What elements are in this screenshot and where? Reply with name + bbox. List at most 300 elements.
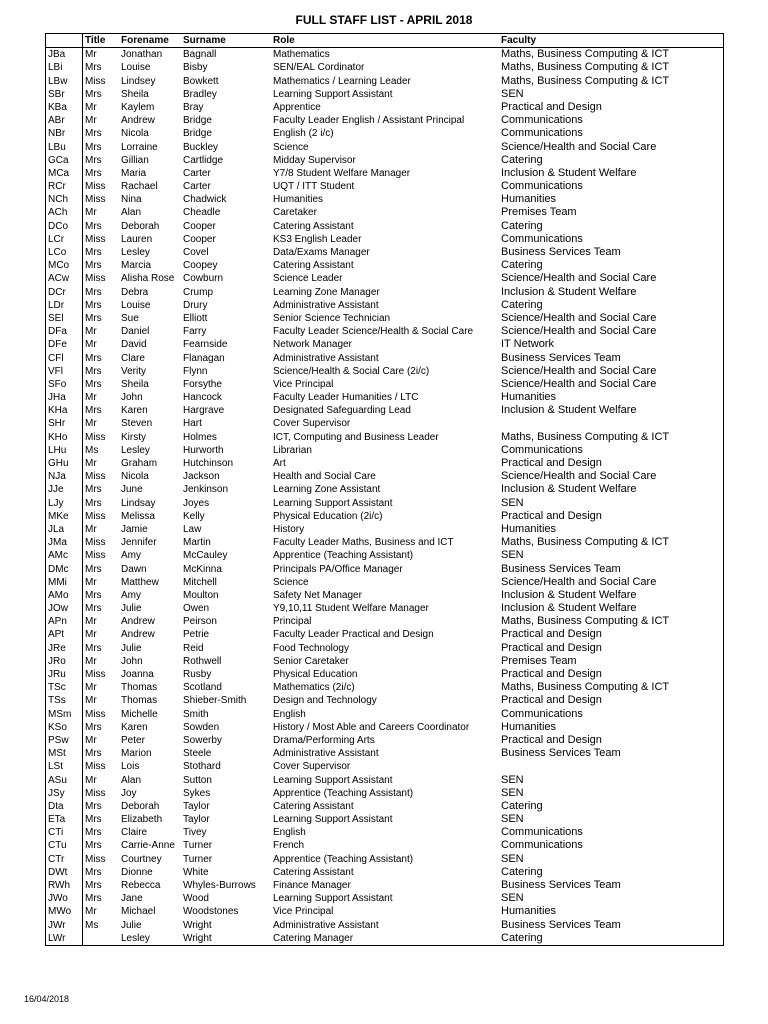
staff-role: Physical Education (2i/c) [273, 510, 383, 522]
staff-faculty: Catering [501, 865, 543, 878]
table-row [46, 905, 723, 918]
staff-role: Principals PA/Office Manager [273, 563, 403, 575]
staff-surname: Buckley [183, 141, 219, 153]
staff-surname: Flanagan [183, 352, 225, 364]
staff-title: Miss [85, 510, 106, 522]
staff-role: History / Most Able and Careers Coordinator [273, 721, 470, 733]
table-row [46, 101, 723, 114]
staff-forename: Nicola [121, 128, 149, 140]
staff-code: LCr [46, 233, 83, 246]
staff-title: Mr [85, 695, 97, 707]
staff-role: Senior Science Technician [273, 312, 391, 324]
staff-surname: Cheadle [183, 207, 221, 219]
staff-title: Mrs [85, 312, 102, 324]
table-row [46, 246, 723, 259]
table-row [46, 563, 723, 576]
staff-code: JJe [46, 483, 83, 496]
staff-title: Mr [85, 655, 97, 667]
staff-title: Mr [85, 101, 97, 113]
staff-surname: Bisby [183, 62, 208, 74]
staff-role: Learning Support Assistant [273, 893, 393, 905]
staff-surname: Cartlidge [183, 154, 224, 166]
staff-surname: Tivey [183, 827, 207, 839]
staff-title: Mr [85, 616, 97, 628]
table-row [46, 615, 723, 628]
staff-faculty: Inclusion & Student Welfare [501, 285, 637, 298]
header-role: Role [273, 35, 295, 46]
table-row [46, 892, 723, 905]
staff-role: Librarian [273, 444, 312, 456]
staff-code: NBr [46, 127, 83, 140]
staff-surname: Steele [183, 748, 212, 760]
staff-role: Catering Manager [273, 932, 354, 944]
staff-title: Mrs [85, 260, 102, 272]
table-row [46, 220, 723, 233]
staff-surname: Chadwick [183, 194, 227, 206]
staff-code: JRe [46, 642, 83, 655]
staff-forename: Lorraine [121, 141, 158, 153]
staff-forename: Rebecca [121, 880, 161, 891]
staff-surname: White [183, 866, 209, 878]
table-row [46, 866, 723, 879]
staff-role: French [273, 840, 305, 852]
staff-role: Physical Education [273, 669, 358, 680]
staff-title: Mrs [85, 840, 102, 852]
staff-code: LHu [46, 444, 83, 457]
staff-surname: Bridge [183, 128, 212, 140]
staff-forename: Julie [121, 642, 142, 654]
staff-faculty: Catering [501, 259, 543, 272]
staff-code: CTi [46, 826, 83, 839]
staff-title: Mr [85, 682, 97, 694]
staff-faculty: Science/Health and Social Care [501, 470, 657, 483]
staff-role: English (2 i/c) [273, 128, 334, 140]
staff-faculty: Catering [501, 298, 543, 311]
staff-surname: Bridge [183, 115, 212, 127]
staff-surname: Hargrave [183, 405, 225, 417]
staff-title: Mrs [85, 827, 102, 839]
table-row [46, 642, 723, 655]
staff-forename: Louise [121, 62, 151, 74]
staff-faculty: Maths, Business Computing & ICT [501, 615, 670, 628]
staff-title: Miss [85, 853, 106, 865]
staff-forename: Marion [121, 748, 152, 760]
staff-surname: Sutton [183, 774, 212, 786]
staff-role: Network Manager [273, 339, 352, 351]
staff-faculty: SEN [501, 892, 524, 905]
staff-title: Mr [85, 458, 97, 469]
staff-surname: Turner [183, 840, 213, 852]
staff-forename: Dawn [121, 563, 147, 575]
staff-faculty: SEN [501, 813, 524, 826]
staff-code: Dta [46, 800, 83, 813]
staff-title: Ms [85, 919, 99, 931]
staff-role: Vice Principal [273, 906, 334, 918]
staff-code: LBw [46, 75, 83, 88]
staff-faculty: Humanities [501, 720, 557, 733]
staff-surname: Mitchell [183, 576, 217, 588]
staff-surname: Martin [183, 537, 211, 549]
staff-faculty: Practical and Design [501, 733, 602, 746]
staff-surname: Taylor [183, 814, 210, 826]
staff-faculty: Inclusion & Student Welfare [501, 404, 637, 417]
staff-surname: McKinna [183, 563, 222, 575]
staff-faculty: Humanities [501, 905, 557, 918]
staff-surname: Jenkinson [183, 484, 229, 496]
staff-code: JSy [46, 787, 83, 800]
staff-code: JLa [46, 523, 83, 536]
staff-code: DFe [46, 338, 83, 351]
table-row [46, 602, 723, 615]
staff-faculty: Communications [501, 839, 583, 852]
staff-title: Miss [85, 537, 106, 549]
staff-forename: Elizabeth [121, 814, 163, 826]
table-row [46, 549, 723, 562]
staff-surname: Forsythe [183, 378, 222, 390]
staff-surname: Joyes [183, 497, 210, 509]
staff-role: Safety Net Manager [273, 589, 362, 601]
staff-forename: Deborah [121, 220, 160, 232]
staff-forename: Lesley [121, 932, 150, 944]
staff-faculty: Practical and Design [501, 509, 602, 522]
staff-surname: Sowden [183, 721, 220, 733]
staff-forename: Alan [121, 774, 142, 786]
staff-surname: Carter [183, 181, 211, 193]
staff-title: Mrs [85, 286, 102, 298]
staff-forename: Louise [121, 299, 151, 311]
staff-code: SEl [46, 312, 83, 325]
staff-title: Mr [85, 734, 97, 746]
staff-code: RWh [46, 879, 83, 892]
staff-role: Faculty Leader Maths, Business and ICT [273, 537, 454, 549]
table-row [46, 668, 723, 681]
staff-title: Mrs [85, 800, 102, 812]
staff-faculty: Premises Team [501, 206, 577, 219]
table-row [46, 523, 723, 536]
staff-code: ACw [46, 272, 83, 285]
staff-faculty: Communications [501, 826, 583, 839]
staff-surname: Hutchinson [183, 458, 234, 469]
staff-code: LJy [46, 497, 83, 510]
staff-role: Food Technology [273, 642, 349, 654]
table-row [46, 378, 723, 391]
staff-code: NCh [46, 193, 83, 206]
staff-faculty: Maths, Business Computing & ICT [501, 48, 670, 61]
table-row [46, 694, 723, 707]
staff-faculty: IT Network [501, 338, 554, 351]
staff-forename: Amy [121, 589, 141, 601]
staff-forename: Steven [121, 418, 153, 430]
table-row [46, 813, 723, 826]
table-row [46, 536, 723, 549]
table-row [46, 919, 723, 932]
table-row [46, 800, 723, 813]
table-row [46, 114, 723, 127]
staff-forename: Kirsty [121, 431, 146, 443]
staff-code: MSm [46, 708, 83, 721]
staff-title: Mrs [85, 748, 102, 760]
staff-role: Science [273, 141, 309, 153]
staff-forename: Thomas [121, 682, 158, 694]
table-row [46, 141, 723, 154]
staff-surname: Coopey [183, 260, 218, 272]
table-row [46, 839, 723, 852]
staff-code: LSt [46, 760, 83, 773]
table-row [46, 431, 723, 444]
staff-title: Mr [85, 207, 97, 219]
staff-faculty: Science/Health and Social Care [501, 364, 657, 377]
staff-role: ICT, Computing and Business Leader [273, 431, 439, 443]
staff-title: Miss [85, 194, 106, 206]
staff-forename: Peter [121, 734, 145, 746]
staff-title: Mrs [85, 484, 102, 496]
staff-surname: Bowkett [183, 75, 219, 87]
table-row [46, 48, 723, 61]
table-row [46, 299, 723, 312]
staff-surname: Owen [183, 603, 210, 615]
staff-code: MWo [46, 905, 83, 918]
staff-forename: Graham [121, 458, 158, 469]
table-row [46, 154, 723, 167]
staff-title: Mr [85, 906, 97, 918]
staff-faculty: Inclusion & Student Welfare [501, 588, 637, 601]
table-row [46, 826, 723, 839]
staff-title: Mrs [85, 154, 102, 166]
staff-title: Miss [85, 471, 106, 483]
staff-title: Mr [85, 326, 97, 338]
staff-forename: Joanna [121, 669, 154, 680]
staff-forename: June [121, 484, 143, 496]
staff-title: Miss [85, 787, 106, 799]
staff-title: Mrs [85, 563, 102, 575]
table-row [46, 417, 723, 430]
staff-faculty: SEN [501, 496, 524, 509]
staff-code: APn [46, 615, 83, 628]
staff-faculty: SEN [501, 786, 524, 799]
staff-title: Miss [85, 273, 106, 285]
staff-faculty: Business Services Team [501, 879, 621, 891]
staff-code: ASu [46, 774, 83, 787]
staff-title: Mr [85, 629, 97, 641]
staff-code: VFl [46, 365, 83, 378]
staff-surname: Sowerby [183, 734, 222, 746]
staff-code: CTu [46, 839, 83, 852]
staff-title: Miss [85, 75, 106, 87]
staff-forename: Andrew [121, 115, 155, 127]
staff-code: LBi [46, 61, 83, 74]
table-row [46, 747, 723, 760]
staff-title: Mrs [85, 893, 102, 905]
staff-code: SHr [46, 417, 83, 430]
table-row [46, 483, 723, 496]
staff-role: Learning Zone Assistant [273, 484, 381, 496]
staff-surname: Elliott [183, 312, 208, 324]
staff-title: Mr [85, 339, 97, 351]
staff-code: GCa [46, 154, 83, 167]
staff-forename: Jamie [121, 523, 148, 535]
staff-faculty: Practical and Design [501, 694, 602, 707]
staff-title: Mrs [85, 721, 102, 733]
table-row [46, 88, 723, 101]
staff-code: TSc [46, 681, 83, 694]
document-title: FULL STAFF LIST - APRIL 2018 [295, 13, 473, 27]
staff-forename: Jonathan [121, 49, 163, 61]
staff-faculty: Science/Health and Social Care [501, 140, 657, 153]
table-row [46, 193, 723, 206]
staff-code: KSo [46, 721, 83, 734]
staff-code: LBu [46, 141, 83, 154]
staff-title: Mrs [85, 642, 102, 654]
staff-code: DCo [46, 220, 83, 233]
staff-title: Miss [85, 181, 106, 193]
staff-code: JWr [46, 919, 83, 932]
staff-forename: Karen [121, 405, 148, 417]
staff-faculty: Business Services Team [501, 918, 621, 931]
staff-role: Finance Manager [273, 880, 351, 891]
staff-faculty: Science/Health and Social Care [501, 325, 657, 338]
staff-surname: Crump [183, 286, 214, 298]
staff-faculty: Premises Team [501, 654, 577, 667]
staff-surname: Kelly [183, 510, 205, 522]
staff-role: Senior Caretaker [273, 655, 349, 667]
staff-code: ACh [46, 206, 83, 219]
staff-role: Apprentice [273, 101, 321, 113]
staff-code: SFo [46, 378, 83, 391]
staff-code: GHu [46, 457, 83, 470]
staff-faculty: SEN [501, 852, 524, 865]
staff-surname: Woodstones [183, 906, 239, 918]
staff-forename: Andrew [121, 629, 155, 641]
table-row [46, 681, 723, 694]
staff-title: Mrs [85, 378, 102, 390]
staff-faculty: SEN [501, 773, 524, 786]
staff-faculty: SEN [501, 87, 524, 100]
staff-surname: Hancock [183, 392, 222, 404]
staff-faculty: Business Services Team [501, 747, 621, 760]
staff-title: Miss [85, 233, 106, 245]
staff-title: Mr [85, 49, 97, 61]
table-row [46, 576, 723, 589]
staff-forename: Karen [121, 721, 148, 733]
staff-role: Learning Support Assistant [273, 814, 393, 826]
staff-title: Mr [85, 115, 97, 127]
header-title: Title [85, 35, 106, 46]
staff-forename: Marcia [121, 260, 152, 272]
staff-faculty: Inclusion & Student Welfare [501, 602, 637, 615]
staff-code: MSt [46, 747, 83, 760]
staff-faculty: Humanities [501, 522, 557, 535]
table-row [46, 444, 723, 457]
staff-code: ETa [46, 813, 83, 826]
staff-role: UQT / ITT Student [273, 181, 355, 193]
staff-title: Miss [85, 708, 106, 720]
staff-faculty: Communications [501, 232, 583, 245]
staff-code: DFa [46, 325, 83, 338]
staff-forename: Julie [121, 919, 142, 931]
staff-title: Miss [85, 761, 106, 773]
staff-code: TSs [46, 694, 83, 707]
staff-role: Art [273, 458, 286, 469]
staff-code: NJa [46, 470, 83, 483]
staff-role: Y7/8 Student Welfare Manager [273, 167, 411, 179]
staff-code: RCr [46, 180, 83, 193]
staff-forename: Lois [121, 761, 140, 773]
staff-surname: Smith [183, 708, 209, 720]
staff-forename: Clare [121, 352, 145, 364]
table-row [46, 734, 723, 747]
staff-forename: Michael [121, 906, 156, 918]
staff-forename: Julie [121, 603, 142, 615]
staff-forename: Dionne [121, 866, 153, 878]
staff-surname: Whyles-Burrows [183, 880, 256, 891]
table-row [46, 352, 723, 365]
staff-role: Apprentice (Teaching Assistant) [273, 787, 414, 799]
staff-faculty: Maths, Business Computing & ICT [501, 681, 670, 694]
table-row [46, 312, 723, 325]
staff-role: Y9,10,11 Student Welfare Manager [273, 603, 429, 615]
staff-faculty: Science/Health and Social Care [501, 311, 657, 324]
staff-surname: Turner [183, 853, 213, 865]
staff-forename: Rachael [121, 181, 158, 193]
staff-forename: Nina [121, 194, 142, 206]
table-row [46, 497, 723, 510]
staff-title: Mrs [85, 220, 102, 232]
staff-title: Miss [85, 550, 106, 562]
staff-role: Science [273, 576, 309, 588]
staff-code: SBr [46, 88, 83, 101]
staff-code: DCr [46, 286, 83, 299]
staff-role: Science/Health & Social Care (2i/c) [273, 365, 430, 377]
staff-role: KS3 English Leader [273, 233, 362, 245]
staff-code: JOw [46, 602, 83, 615]
header-code [46, 34, 83, 47]
staff-role: Science Leader [273, 273, 343, 285]
staff-role: SEN/EAL Cordinator [273, 62, 365, 74]
staff-forename: Deborah [121, 800, 160, 812]
staff-code: AMo [46, 589, 83, 602]
header-surname: Surname [183, 35, 226, 46]
staff-surname: Scotland [183, 682, 222, 694]
staff-code: APt [46, 628, 83, 641]
staff-title: Mrs [85, 603, 102, 615]
staff-title: Mrs [85, 128, 102, 140]
table-row [46, 774, 723, 787]
staff-role: Faculty Leader Humanities / LTC [273, 392, 419, 404]
staff-title: Ms [85, 444, 99, 456]
table-row [46, 180, 723, 193]
table-row [46, 127, 723, 140]
staff-title: Mr [85, 523, 97, 535]
staff-forename: Lindsey [121, 75, 156, 87]
staff-code: JBa [46, 48, 83, 61]
staff-surname: Cooper [183, 220, 216, 232]
staff-forename: Michelle [121, 708, 158, 720]
staff-forename: John [121, 655, 143, 667]
staff-faculty: Communications [501, 180, 583, 193]
staff-title: Mr [85, 774, 97, 786]
staff-title: Mr [85, 418, 97, 430]
staff-faculty: Catering [501, 219, 543, 232]
staff-forename: David [121, 339, 147, 351]
staff-title: Mrs [85, 247, 102, 258]
staff-surname: Cooper [183, 233, 216, 245]
table-row [46, 721, 723, 734]
staff-surname: Petrie [183, 629, 210, 641]
staff-title: Mrs [85, 880, 102, 891]
staff-faculty: Practical and Design [501, 628, 602, 641]
staff-role: Principal [273, 616, 312, 628]
table-row [46, 589, 723, 602]
